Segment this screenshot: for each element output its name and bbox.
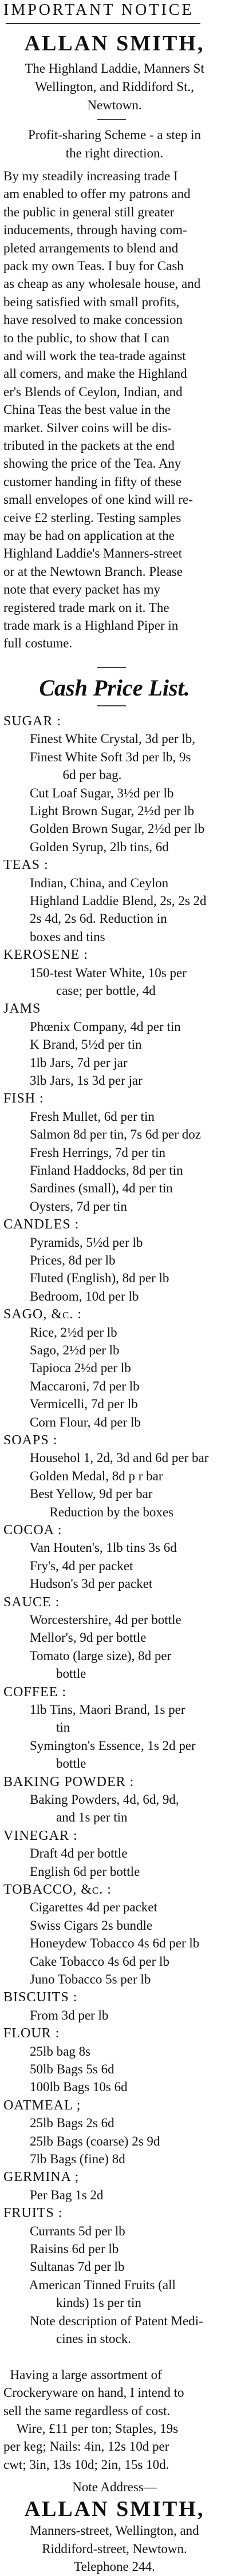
price-item: 7lb Bags (fine) 8d [3,2152,125,2166]
intro-line: showing the price of the Tea. Any [3,456,181,471]
advertiser-name: ALLAN SMITH, [24,2497,205,2522]
closing-line: Having a large assortment of [3,2367,162,2382]
price-item: tin [3,1720,70,1735]
closing-line: Wire, £11 per ton; Staples, 19s [3,2421,179,2436]
intro-line: By my steadily increasing trade I [3,169,178,183]
category-heading: FRUITS : [3,2206,63,2221]
price-item: Maccaroni, 7d per lb [3,1378,140,1393]
price-item: 1lb Tins, Maori Brand, 1s per [3,1702,185,1717]
price-item: 3lb Jars, 1s 3d per jar [3,1073,143,1088]
price-item: Rice, 2½d per lb [3,1325,117,1340]
intro-line: and will work the tea-trade against [3,349,186,363]
intro-line: to the public, to show that I can [3,330,169,345]
price-item: Finest White Soft 3d per lb, 9s [3,749,191,764]
price-item: Pyramids, 5½d per lb [3,1235,143,1250]
advertiser-address-line: The Highland Laddie, Manners St [25,61,204,76]
price-item: 150-test Water White, 10s per [3,965,187,980]
price-item: Corn Flour, 4d per lb [3,1415,141,1429]
price-item: Baking Powders, 4d, 6d, 9d, [3,1792,179,1807]
price-item: Reduction by the boxes [3,1504,174,1519]
category-heading: SOAPS : [3,1433,58,1448]
price-item: Fresh Mullet, 6d per tin [3,1109,155,1124]
price-item: Currants 5d per lb [3,2223,125,2238]
price-item: case; per bottle, 4d [3,983,156,998]
tagline-line: the right direction. [65,146,164,160]
price-item: English 6d per bottle [3,1864,140,1879]
price-item: Phœnix Company, 4d per tin [3,1019,181,1034]
price-item: Per Bag 1s 2d [3,2187,104,2202]
intro-line: have resolved to make concession [3,313,183,327]
closing-line: Note description of Patent Medi- [3,2313,203,2328]
price-item: 25lb bag 8s [3,2044,91,2059]
intro-line: or at the Newtown Branch. Please [3,564,183,579]
intro-line: may be had on application at the [3,528,175,543]
price-item: Mellor's, 9d per bottle [3,1630,147,1645]
price-item: Indian, China, and Ceylon [3,875,169,890]
price-item: bottle [3,1756,86,1771]
price-item: Househol 1, 2d, 3d and 6d per bar [3,1451,209,1465]
price-item: Vermicelli, 7d per lb [3,1397,138,1412]
price-item: Prices, 8d per lb [3,1253,116,1267]
price-item: 25lb Bags (coarse) 2s 9d [3,2134,160,2148]
category-heading: TOBACCO, &c. : [3,1882,112,1897]
advertiser-address-line: Wellington, and Riddiford St., [35,80,194,94]
footer-address-line: Telephone 244. [74,2559,155,2574]
note-address-label: Note Address— [72,2480,157,2495]
price-item: Fresh Herrings, 7d per tin [3,1145,165,1160]
price-item: Juno Tobacco 5s per lb [3,1972,151,1986]
price-item: American Tinned Fruits (all [3,2277,176,2292]
intro-line: Highland Laddie's Manners-street [3,546,182,561]
price-item: Highland Laddie Blend, 2s, 2s 2d [3,894,207,908]
price-item: Cigarettes 4d per packet [3,1900,157,1915]
category-heading: FLOUR : [3,2026,60,2041]
intro-line: ceive £2 sterling. Testing samples [3,510,181,525]
price-item: Cake Tobacco 4s 6d per lb [3,1954,169,1969]
intro-line: customer handing in fifty of these [3,474,182,489]
intro-line: being satisfied with small profits, [3,294,180,309]
footer-address-line: Manners-street, Wellington, and [30,2523,199,2538]
category-heading: SAGO, &c. : [3,1307,82,1322]
category-heading: SUGAR : [3,714,62,729]
category-heading: KEROSENE : [3,947,88,963]
price-item: Hudson's 3d per packet [3,1577,153,1591]
category-heading: SAUCE : [3,1594,60,1610]
intro-line: note that every packet has my [3,582,160,597]
divider-rule [6,23,200,24]
price-item: 25lb Bags 2s 6d [3,2116,114,2131]
intro-line: the public in general still greater [3,204,175,219]
price-item: Finland Haddocks, 8d per tin [3,1163,183,1178]
price-item: 1lb Jars, 7d per jar [3,1055,128,1070]
category-heading: TEAS : [3,858,49,873]
price-item: From 3d per lb [3,2008,109,2022]
price-item: Raisins 6d per lb [3,2242,119,2256]
price-item: Sultanas 7d per lb [3,2259,125,2274]
closing-line: cines in stock. [3,2332,131,2346]
intro-line: as cheap as any wholesale house, and [3,276,201,291]
price-item: Tapioca 2½d per lb [3,1361,131,1376]
price-item: Van Houten's, 1lb tins 3s 6d [3,1540,177,1555]
divider-rule [97,705,126,706]
price-item: boxes and tins [3,929,105,944]
price-item: and 1s per tin [3,1810,128,1825]
intro-line: trade mark is a Highland Piper in [3,618,179,633]
price-item: Honeydew Tobacco 4s 6d per lb [3,1936,200,1951]
closing-line: sell the same regardless of cost. [3,2403,171,2418]
price-item: Finest White Crystal, 3d per lb, [3,732,195,746]
price-item: Symington's Essence, 1s 2d per [3,1738,196,1753]
closing-line: cwt; 3in, 13s 10d; 2in, 15s 10d. [3,2457,169,2472]
price-item: Golden Syrup, 2lb tins, 6d [3,839,169,854]
intro-line: er's Blends of Ceylon, Indian, and [3,384,183,399]
category-heading: BAKING POWDER : [3,1774,135,1789]
intro-line: tributed in the packets at the end [3,438,175,453]
price-item: Cut Loaf Sugar, 3½d per lb [3,785,174,800]
price-item: Bedroom, 10d per lb [3,1289,139,1303]
price-item: Salmon 8d per tin, 7s 6d per doz [3,1127,201,1142]
category-heading: VINEGAR : [3,1828,78,1843]
intro-line: market. Silver coins will be dis- [3,420,172,435]
category-heading: FISH : [3,1091,44,1107]
category-heading: COFFEE : [3,1684,67,1700]
price-item: Best Yellow, 9d per bar [3,1487,153,1502]
category-heading: OATMEAL ; [3,2097,81,2113]
footer-address-line: Riddiford-street, Newtown. [42,2541,187,2556]
closing-line: Crockeryware on hand, I intend to [3,2385,184,2400]
price-item: 6d per bag. [3,768,122,783]
price-item: Light Brown Sugar, 2½d per lb [3,804,195,818]
intro-line: China Teas the best value in the [3,402,171,417]
closing-line: per keg; Nails: 4in, 12s 10d per [3,2439,169,2454]
category-heading: CANDLES : [3,1217,80,1232]
price-item: Sardines (small), 4d per tin [3,1181,173,1196]
notice-heading: IMPORTANT NOTICE [3,1,194,19]
tagline-line: Profit-sharing Scheme - a step in [27,128,202,142]
divider-rule [97,119,126,120]
category-heading: JAMS [3,1001,41,1017]
category-heading: COCOA : [3,1523,62,1538]
price-item: Golden Medal, 8d p r bar [3,1468,163,1483]
price-item: Sago, 2½d per lb [3,1343,120,1357]
intro-line: am enabled to offer my patrons and [3,187,191,202]
divider-rule [97,667,126,668]
intro-line: all comers, and make the Highland [3,366,187,381]
advertiser-address-line: Newtown. [87,98,142,112]
intro-line: pleted arrangements to blend and [3,240,179,255]
price-list-title: Cash Price List. [39,675,190,701]
price-item: 50lb Bags 5s 6d [3,2062,114,2076]
price-item: Fry's, 4d per packet [3,1558,133,1573]
intro-line: pack my own Teas. I buy for Cash [3,259,184,273]
price-item: Golden Brown Sugar, 2½d per lb [3,821,205,836]
price-item: kinds) 1s per tin [3,2296,141,2310]
category-heading: BISCUITS : [3,1990,78,2005]
price-item: Oysters, 7d per tin [3,1199,127,1214]
intro-line: full costume. [3,636,73,651]
intro-line: inducements, through having com- [3,223,187,238]
price-item: K Brand, 5½d per tin [3,1037,142,1052]
price-item: 100lb Bags 10s 6d [3,2080,128,2095]
intro-line: small envelopes of one kind will re- [3,492,193,507]
category-heading: GERMINA ; [3,2170,80,2185]
intro-line: registered trade mark on it. The [3,600,169,615]
price-item: Draft 4d per bottle [3,1846,128,1861]
price-item: Swiss Cigars 2s bundle [3,1918,153,1933]
price-item: Fluted (English), 8d per lb [3,1271,169,1286]
price-item: 2s 4d, 2s 6d. Reduction in [3,911,167,926]
advertiser-name: ALLAN SMITH, [24,31,205,56]
price-item: Tomato (large size), 8d per [3,1648,172,1663]
price-item: bottle [3,1666,86,1681]
price-item: Worcestershire, 4d per bottle [3,1613,181,1627]
